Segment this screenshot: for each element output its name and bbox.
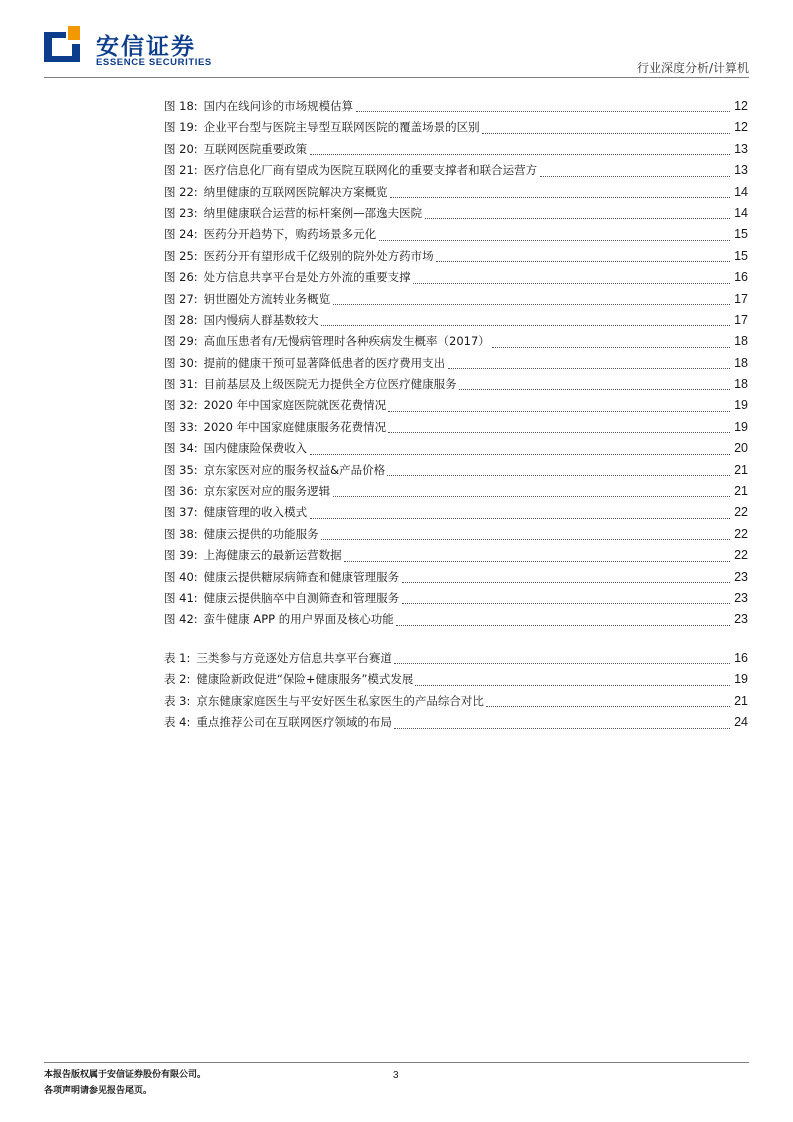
dot-leader xyxy=(540,176,730,177)
copyright-note: 本报告版权属于安信证券股份有限公司。 xyxy=(44,1070,207,1080)
entry-title: 纳里健康的互联网医院解决方案概览 xyxy=(203,184,388,199)
figure-entry[interactable] xyxy=(164,481,748,502)
entry-page-number: 15 xyxy=(734,248,748,263)
figure-index xyxy=(164,96,748,631)
footer-divider xyxy=(44,1062,749,1063)
disclaimer-note: 各项声明请参见报告尾页。 xyxy=(44,1086,153,1096)
dot-leader xyxy=(310,454,730,455)
entry-page-number: 19 xyxy=(734,672,748,687)
entry-page-number: 21 xyxy=(734,484,748,499)
entry-title: 重点推荐公司在互联网医疗领域的布局 xyxy=(196,715,392,730)
entry-title: 企业平台型与医院主导型互联网医院的覆盖场景的区别 xyxy=(203,120,480,135)
entry-page-number: 23 xyxy=(734,612,748,627)
table-index xyxy=(164,648,748,734)
figure-entry[interactable] xyxy=(164,417,748,438)
dot-leader xyxy=(396,625,730,626)
entry-label: 图 34: xyxy=(164,441,198,456)
entry-page-number: 16 xyxy=(734,270,748,285)
page-number: 3 xyxy=(393,1070,399,1081)
entry-label: 图 31: xyxy=(164,377,198,392)
figure-entry[interactable] xyxy=(164,438,748,459)
entry-page-number: 20 xyxy=(734,441,748,456)
entry-page-number: 19 xyxy=(734,419,748,434)
entry-title: 互联网医院重要政策 xyxy=(203,141,308,156)
logo-chinese-name: 安信证券 xyxy=(96,34,196,60)
figure-entry[interactable] xyxy=(164,117,748,138)
entry-title: 国内健康险保费收入 xyxy=(203,441,308,456)
entry-label: 图 41: xyxy=(164,590,198,605)
entry-label: 图 30: xyxy=(164,355,198,370)
dot-leader xyxy=(486,706,730,707)
dot-leader xyxy=(413,283,730,284)
entry-page-number: 18 xyxy=(734,377,748,392)
dot-leader xyxy=(388,432,730,433)
entry-title: 提前的健康干预可显著降低患者的医疗费用支出 xyxy=(203,355,446,370)
entry-title: 健康险新政促进“保险+健康服务”模式发展 xyxy=(196,672,414,687)
dot-leader xyxy=(394,663,730,664)
entry-page-number: 14 xyxy=(734,184,748,199)
entry-page-number: 13 xyxy=(734,163,748,178)
entry-title: 健康云提供的功能服务 xyxy=(203,526,319,541)
entry-label: 图 29: xyxy=(164,334,198,349)
entry-page-number: 19 xyxy=(734,398,748,413)
entry-title: 三类参与方竞逐处方信息共享平台赛道 xyxy=(196,651,392,665)
entry-title: 2020 年中国家庭健康服务花费情况 xyxy=(203,419,387,434)
entry-title: 目前基层及上级医院无力提供全方位医疗健康服务 xyxy=(203,377,457,392)
figure-entry[interactable] xyxy=(164,96,748,117)
entry-label: 图 26: xyxy=(164,270,198,285)
entry-title: 健康云提供脑卒中自测筛查和管理服务 xyxy=(203,590,400,605)
company-logo xyxy=(44,26,224,70)
figure-entry[interactable] xyxy=(164,567,748,588)
figure-entry[interactable] xyxy=(164,267,748,288)
dot-leader xyxy=(448,368,730,369)
figure-entry[interactable] xyxy=(164,160,748,181)
entry-label: 图 40: xyxy=(164,569,198,584)
entry-page-number: 18 xyxy=(734,355,748,370)
dot-leader xyxy=(344,561,730,562)
figure-entry[interactable] xyxy=(164,203,748,224)
entry-page-number: 22 xyxy=(734,505,748,520)
entry-page-number: 12 xyxy=(734,99,748,113)
entry-page-number: 17 xyxy=(734,312,748,327)
entry-page-number: 18 xyxy=(734,334,748,349)
table-entry[interactable] xyxy=(164,669,748,690)
entry-label: 表 3: xyxy=(164,693,191,708)
entry-label: 图 37: xyxy=(164,505,198,520)
entry-title: 高血压患者有/无慢病管理时各种疾病发生概率（2017） xyxy=(203,334,490,349)
entry-page-number: 14 xyxy=(734,205,748,220)
dot-leader xyxy=(387,475,730,476)
entry-title: 健康云提供糖尿病筛查和健康管理服务 xyxy=(203,569,400,584)
entry-title: 国内慢病人群基数较大 xyxy=(203,312,319,327)
figure-entry[interactable] xyxy=(164,524,748,545)
table-entry[interactable] xyxy=(164,712,748,733)
dot-leader xyxy=(310,518,730,519)
figure-entry[interactable] xyxy=(164,545,748,566)
entry-page-number: 24 xyxy=(734,715,748,730)
dot-leader xyxy=(333,304,730,305)
figure-entry[interactable] xyxy=(164,502,748,523)
entry-label: 图 19: xyxy=(164,120,198,135)
entry-title: 健康管理的收入模式 xyxy=(203,505,308,520)
entry-label: 图 32: xyxy=(164,398,198,413)
figure-entry[interactable] xyxy=(164,224,748,245)
dot-leader xyxy=(388,411,730,412)
figure-entry[interactable] xyxy=(164,588,748,609)
report-category: 行业深度分析/计算机 xyxy=(636,61,749,75)
table-entry[interactable] xyxy=(164,691,748,712)
entry-title: 2020 年中国家庭医院就医花费情况 xyxy=(203,398,387,413)
entry-title: 纳里健康联合运营的标杆案例—邵逸夫医院 xyxy=(203,205,423,220)
entry-label: 图 38: xyxy=(164,526,198,541)
figure-entry[interactable] xyxy=(164,310,748,331)
dot-leader xyxy=(310,154,730,155)
entry-title: 钥世圈处方流转业务概览 xyxy=(203,291,331,306)
entry-title: 京东家医对应的服务逻辑 xyxy=(203,484,331,499)
dot-leader xyxy=(492,347,730,348)
dot-leader xyxy=(390,197,730,198)
entry-page-number: 12 xyxy=(734,120,748,135)
entry-page-number: 21 xyxy=(734,693,748,708)
entry-label: 图 42: xyxy=(164,612,198,627)
entry-page-number: 16 xyxy=(734,651,748,665)
entry-label: 表 1: xyxy=(164,651,191,665)
entry-title: 京东健康家庭医生与平安好医生私家医生的产品综合对比 xyxy=(196,693,484,708)
figure-entry[interactable] xyxy=(164,460,748,481)
figure-entry[interactable] xyxy=(164,246,748,267)
entry-title: 蛮牛健康 APP 的用户界面及核心功能 xyxy=(203,612,394,627)
figure-entry[interactable] xyxy=(164,182,748,203)
entry-title: 国内在线问诊的市场规模估算 xyxy=(203,99,354,113)
entry-label: 图 39: xyxy=(164,548,198,563)
entry-label: 图 24: xyxy=(164,227,198,242)
dot-leader xyxy=(415,685,730,686)
entry-title: 上海健康云的最新运营数据 xyxy=(203,548,342,563)
figure-entry[interactable] xyxy=(164,609,748,630)
entry-label: 图 23: xyxy=(164,205,198,220)
entry-page-number: 23 xyxy=(734,569,748,584)
figure-entry[interactable] xyxy=(164,331,748,352)
dot-leader xyxy=(436,261,730,262)
figure-entry[interactable] xyxy=(164,374,748,395)
dot-leader xyxy=(333,496,730,497)
figure-entry[interactable] xyxy=(164,289,748,310)
entry-label: 图 22: xyxy=(164,184,198,199)
dot-leader xyxy=(379,240,730,241)
entry-page-number: 22 xyxy=(734,548,748,563)
table-entry[interactable] xyxy=(164,648,748,669)
entry-label: 表 4: xyxy=(164,715,191,730)
entry-page-number: 23 xyxy=(734,590,748,605)
entry-label: 图 18: xyxy=(164,99,198,113)
figure-entry[interactable] xyxy=(164,139,748,160)
entry-title: 医疗信息化厂商有望成为医院互联网化的重要支撑者和联合运营方 xyxy=(203,163,538,178)
dot-leader xyxy=(356,111,730,112)
entry-label: 图 25: xyxy=(164,248,198,263)
entry-title: 京东家医对应的服务权益&产品价格 xyxy=(203,462,386,477)
essence-logo-icon xyxy=(44,26,80,62)
entry-title: 医药分开有望形成千亿级别的院外处方药市场 xyxy=(203,248,434,263)
entry-page-number: 13 xyxy=(734,141,748,156)
header-divider xyxy=(44,77,749,78)
entry-label: 图 33: xyxy=(164,419,198,434)
entry-title: 医药分开趋势下，购药场景多元化 xyxy=(203,227,377,242)
entry-label: 图 20: xyxy=(164,141,198,156)
entry-page-number: 22 xyxy=(734,526,748,541)
dot-leader xyxy=(394,728,730,729)
figure-entry[interactable] xyxy=(164,353,748,374)
dot-leader xyxy=(425,218,730,219)
logo-english-name: ESSENCE SECURITIES xyxy=(96,57,212,68)
entry-page-number: 17 xyxy=(734,291,748,306)
entry-label: 图 28: xyxy=(164,312,198,327)
entry-label: 图 21: xyxy=(164,163,198,178)
entry-page-number: 15 xyxy=(734,227,748,242)
entry-label: 图 27: xyxy=(164,291,198,306)
dot-leader xyxy=(321,325,730,326)
entry-page-number: 21 xyxy=(734,462,748,477)
dot-leader xyxy=(402,582,730,583)
dot-leader xyxy=(459,389,730,390)
figure-entry[interactable] xyxy=(164,395,748,416)
entry-label: 表 2: xyxy=(164,672,191,687)
entry-title: 处方信息共享平台是处方外流的重要支撑 xyxy=(203,270,411,285)
dot-leader xyxy=(321,539,730,540)
dot-leader xyxy=(402,603,730,604)
dot-leader xyxy=(482,133,730,134)
entry-label: 图 35: xyxy=(164,462,198,477)
entry-label: 图 36: xyxy=(164,484,198,499)
